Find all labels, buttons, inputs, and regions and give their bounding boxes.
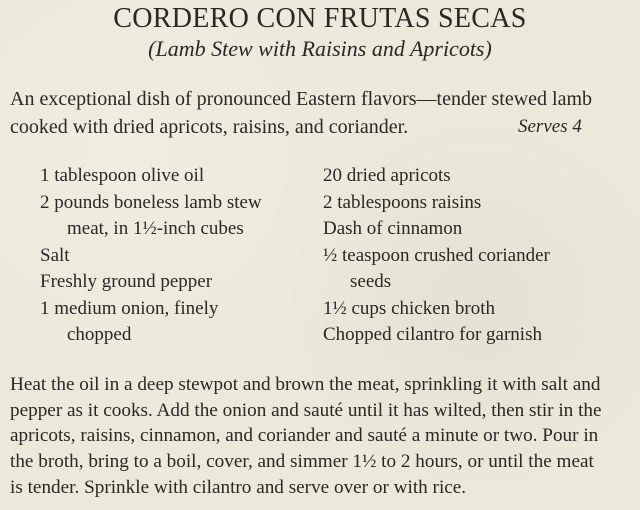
ingredient-line: meat, in 1½-inch cubes xyxy=(67,218,244,239)
ingredient-line: 2 pounds boneless lamb stew xyxy=(40,191,262,213)
method-paragraph xyxy=(10,372,630,501)
method-line: is tender. Sprinkle with cilantro and serve over or with rice. xyxy=(10,476,467,498)
method-line: apricots, raisins, cinnamon, and coriander and sauté a minute or two. Pour in xyxy=(10,425,599,447)
recipe-subtitle: (Lamb Stew with Raisins and Apricots) xyxy=(148,36,492,61)
ingredient-line: 2 tablespoons raisins xyxy=(323,191,482,213)
ingredient-line: 1 tablespoon olive oil xyxy=(40,165,205,186)
intro-line-1: An exceptional dish of pronounced Eastern flavors—tender stewed lamb xyxy=(10,88,593,110)
ingredient-line: 20 dried apricots xyxy=(323,165,451,186)
ingredients-left-column xyxy=(40,163,310,349)
ingredients-right-column xyxy=(323,163,623,349)
intro-line-2: cooked with dried apricots, raisins, and coriander. xyxy=(10,116,409,138)
servings-label: Serves 4 xyxy=(518,116,582,137)
method-line: Heat the oil in a deep stewpot and brown the meat, sprinkling it with salt and xyxy=(10,374,601,395)
recipe-intro xyxy=(10,85,630,141)
ingredient-line: Dash of cinnamon xyxy=(323,218,463,239)
intro-line-2-wrapper xyxy=(10,113,630,141)
ingredient-line: Chopped cilantro for garnish xyxy=(323,324,542,345)
method-line: pepper as it cooks. Add the onion and sauté until it has wilted, then stir in the xyxy=(10,399,602,421)
ingredient-line: 1 medium onion, finely xyxy=(40,297,219,319)
method-line: the broth, bring to a boil, cover, and simmer 1½ to 2 hours, or until the meat xyxy=(10,451,594,473)
ingredient-line: 1½ cups chicken broth xyxy=(323,297,496,319)
ingredient-line: ½ teaspoon crushed coriander xyxy=(323,244,550,266)
ingredient-line: Salt xyxy=(40,244,70,266)
recipe-title: CORDERO CON FRUTAS SECAS xyxy=(113,3,527,34)
ingredient-line: chopped xyxy=(67,324,132,345)
ingredient-line: Freshly ground pepper xyxy=(40,271,213,292)
ingredient-line: seeds xyxy=(350,271,392,292)
